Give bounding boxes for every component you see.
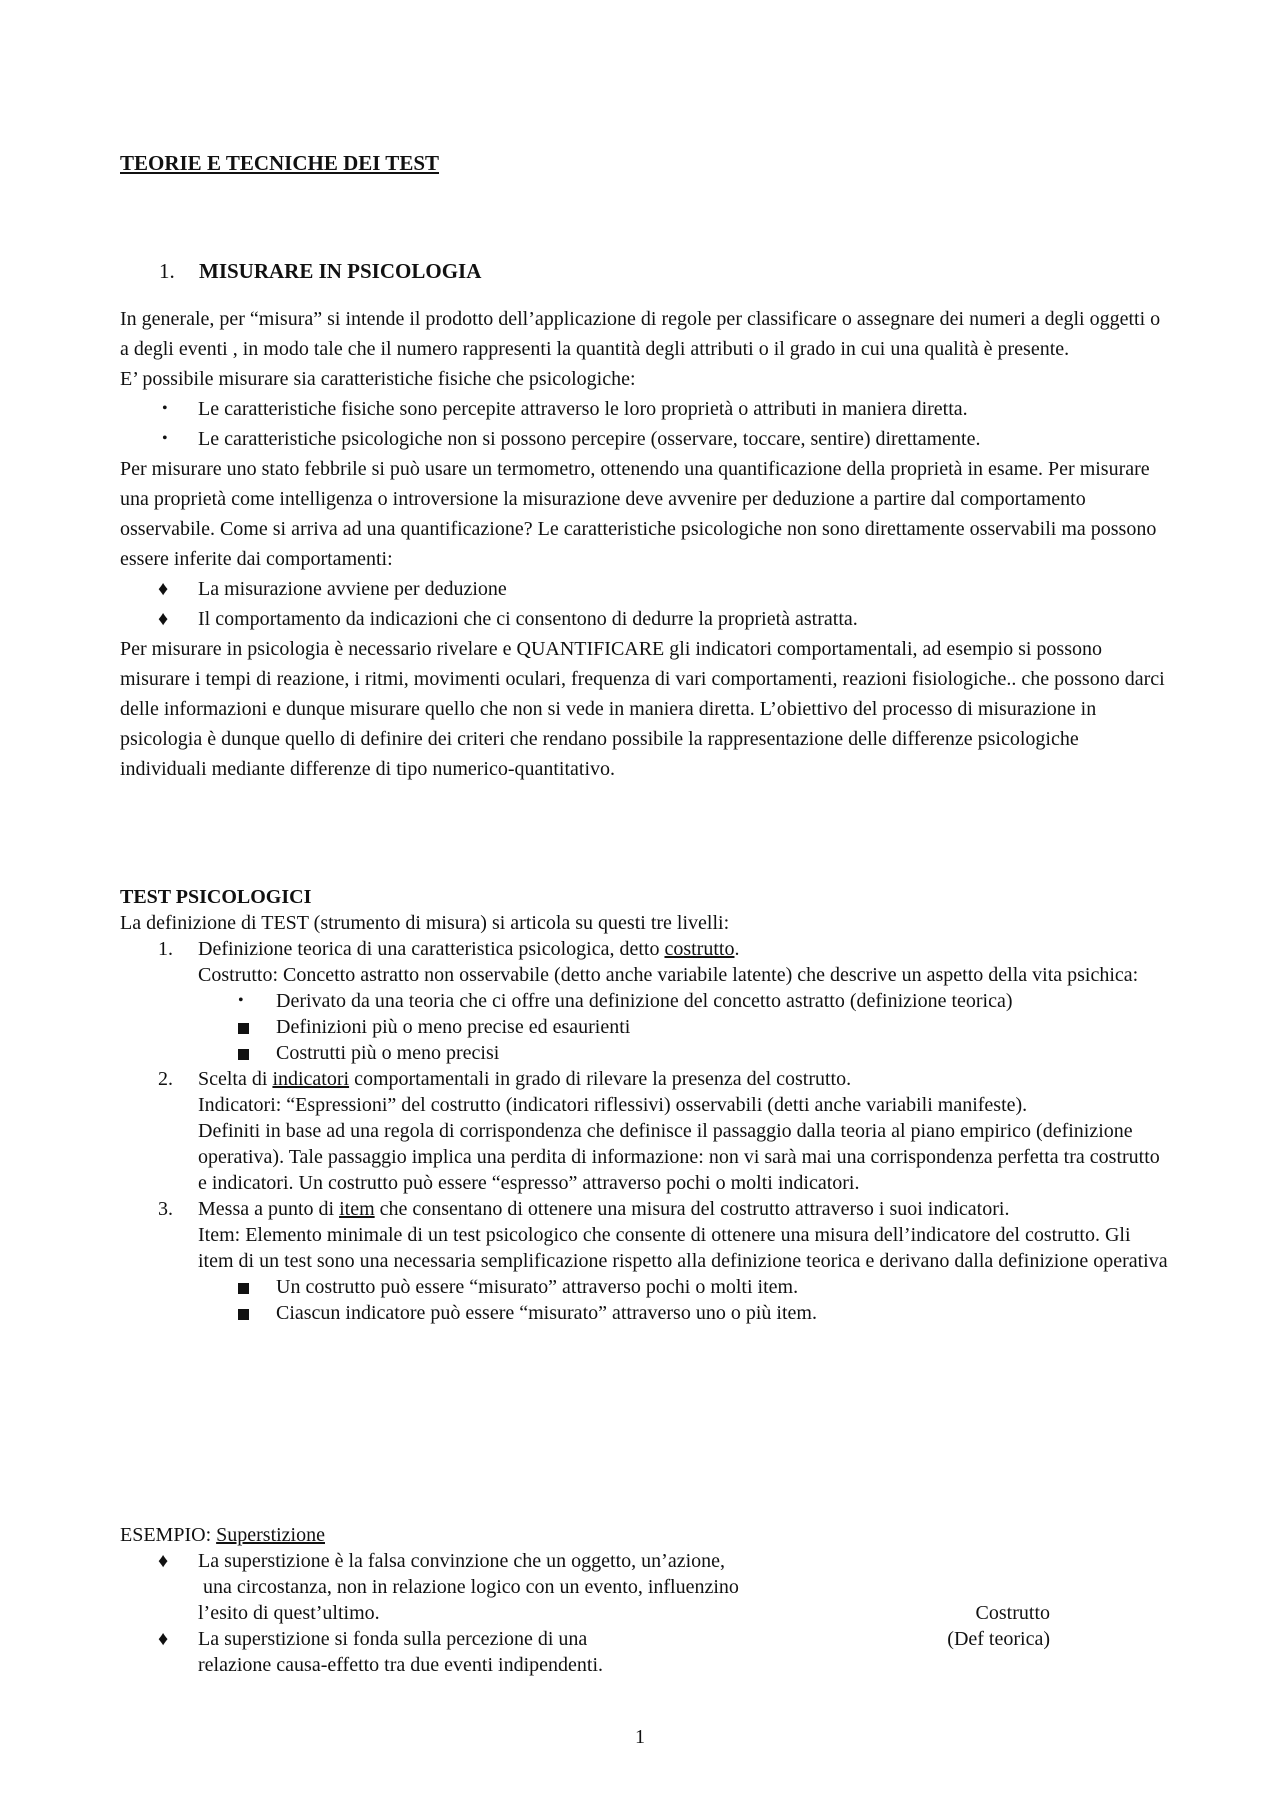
thermometer-paragraph: Per misurare uno stato febbrile si può usare un termometro, ottenendo una quantificazione della proprietà in esame. Per misurare una proprietà come intelligenza o introversione la misurazione deve avvenire per deduzione a partire dal comportamento osservabile. Come si arriva ad una quantificazione? Le caratteristiche psicologiche non sono direttamente osservabili ma possono essere inferite dai comportamenti: (120, 458, 1157, 570)
level-item (120, 936, 1170, 962)
bullet-icon: • (162, 430, 168, 447)
key-term-indicatori: indicatori (272, 1068, 350, 1090)
level-text: Definizione teorica di una caratteristica psicologica, detto (198, 938, 665, 960)
tests-section (120, 884, 1170, 1326)
diamond-bullet-icon: ♦ (158, 578, 169, 600)
example-topic: Superstizione (216, 1524, 325, 1546)
sub-item-text: Ciascun indicatore può essere “misurato” attraverso uno o più item. (276, 1302, 817, 1324)
example-heading (120, 1522, 1170, 1548)
example-line: l’esito di quest’ultimo. (198, 1602, 380, 1624)
level-number: 1. (158, 938, 173, 960)
example-line: relazione causa-effetto tra due eventi indipendenti. (198, 1654, 603, 1676)
example-item (120, 1548, 1170, 1574)
section-number: 1. (159, 259, 175, 283)
intro-paragraph: In generale, per “misura” si intende il prodotto dell’applicazione di regole per classificare o assegnare dei numeri a degli oggetti o a degli eventi , in modo tale che il numero rappresenti la quantità degli attributi o il grado in cui una qualità è presente. (120, 308, 1161, 360)
sub-item (120, 1300, 1170, 1326)
level-description: Indicatori: “Espressioni” del costrutto (indicatori riflessivi) osservabili (detti anche variabili manifeste). (198, 1094, 1028, 1116)
key-term-item: item (339, 1198, 375, 1220)
side-label-construct: Costrutto (975, 1602, 1050, 1624)
level-text-end: che consentano di ottenere una misura del costrutto attraverso i suoi indicatori. (374, 1198, 1010, 1220)
sub-item (120, 1274, 1170, 1300)
level-text: Messa a punto di (198, 1198, 340, 1220)
diamond-bullet-icon: ♦ (158, 608, 169, 630)
quantify-paragraph: Per misurare in psicologia è necessario rivelare e QUANTIFICARE gli indicatori comportamentali, ad esempio si possono misurare i tempi di reazione, i ritmi, movimenti oculari, frequenza di vari comportamenti, reazioni fisiologiche.. che possono darci delle informazioni e dunque misurare quello che non si vede in maniera diretta. L’obiettivo del processo di misurazione in psicologia è dunque quello di definire dei criteri che rendano possibile la rappresentazione delle differenze psicologiche individuali mediante differenze di tipo numerico-quantitativo. (120, 638, 1165, 780)
level-number: 3. (158, 1198, 173, 1220)
sub-item (120, 1040, 1170, 1066)
sub-item-text: Un costrutto può essere “misurato” attraverso pochi o molti item. (276, 1276, 799, 1298)
list-item (120, 604, 1170, 634)
sub-item-text: Derivato da una teoria che ci offre una definizione del concetto astratto (definizione teorica) (276, 990, 1013, 1012)
list-item-text: Le caratteristiche psicologiche non si possono percepire (osservare, toccare, sentire) direttamente. (198, 428, 981, 450)
bullet-icon: • (162, 400, 168, 417)
diamond-bullet-icon: ♦ (158, 1628, 169, 1650)
example-line: La superstizione è la falsa convinzione che un oggetto, un’azione, (198, 1550, 726, 1572)
level-description: Costrutto: Concetto astratto non osservabile (detto anche variabile latente) che descrive un aspetto della vita psichica: (198, 964, 1139, 986)
key-term-costrutto: costrutto (664, 938, 735, 960)
level-number: 2. (158, 1068, 173, 1090)
example-line: La superstizione si fonda sulla percezione di una (198, 1628, 588, 1650)
list-item (120, 424, 1170, 454)
sub-item-text: Costrutti più o meno precisi (276, 1042, 500, 1064)
sub-item (120, 988, 1170, 1014)
square-bullet-icon (238, 1040, 268, 1060)
example-side-label (880, 1600, 1050, 1652)
section-heading (159, 256, 481, 286)
example-label: ESEMPIO: (120, 1524, 212, 1546)
level-text: Scelta di (198, 1068, 273, 1090)
section-title: MISURARE IN PSICOLOGIA (199, 259, 482, 283)
section-body (120, 304, 1170, 784)
level-item (120, 1066, 1170, 1092)
diamond-bullet-icon: ♦ (158, 1550, 169, 1572)
list-item-text: Il comportamento da indicazioni che ci consentono di dedurre la proprietà astratta. (198, 608, 858, 630)
level-text-end: . (734, 938, 740, 960)
possible-paragraph: E’ possibile misurare sia caratteristiche fisiche che psicologiche: (120, 368, 636, 390)
list-item (120, 574, 1170, 604)
level-text-end: comportamentali in grado di rilevare la presenza del costrutto. (349, 1068, 852, 1090)
side-label-theoretical: (Def teorica) (947, 1628, 1050, 1650)
square-bullet-icon (238, 1014, 268, 1034)
square-bullet-icon (238, 1274, 268, 1294)
list-item-text: La misurazione avviene per deduzione (198, 578, 507, 600)
level-description: Definiti in base ad una regola di corrispondenza che definisce il passaggio dalla teoria al piano empirico (definizione operativa). Tale passaggio implica una perdita di informazione: non vi sarà mai una corrispondenza perfetta tra costrutto e indicatori. Un costrutto può essere “espresso” attraverso pochi o molti indicatori. (198, 1120, 1160, 1194)
level-item (120, 1196, 1170, 1222)
level-description: Item: Elemento minimale di un test psicologico che consente di ottenere una misura dell’indicatore del costrutto. Gli item di un test sono una necessaria semplificazione rispetto alla definizione teorica e derivano dalla definizione operativa (198, 1224, 1168, 1272)
page-number: 1 (635, 1726, 645, 1748)
sub-item (120, 1014, 1170, 1040)
example-line: una circostanza, non in relazione logico con un evento, influenzino (198, 1576, 739, 1598)
bullet-icon: • (238, 992, 244, 1009)
document-title: TEORIE E TECNICHE DEI TEST (120, 151, 440, 175)
list-item (120, 394, 1170, 424)
tests-intro: La definizione di TEST (strumento di misura) si articola su questi tre livelli: (120, 912, 730, 934)
tests-heading: TEST PSICOLOGICI (120, 886, 312, 908)
square-bullet-icon (238, 1300, 268, 1320)
sub-item-text: Definizioni più o meno precise ed esaurienti (276, 1016, 631, 1038)
list-item-text: Le caratteristiche fisiche sono percepite attraverso le loro proprietà o attributi in maniera diretta. (198, 398, 968, 420)
